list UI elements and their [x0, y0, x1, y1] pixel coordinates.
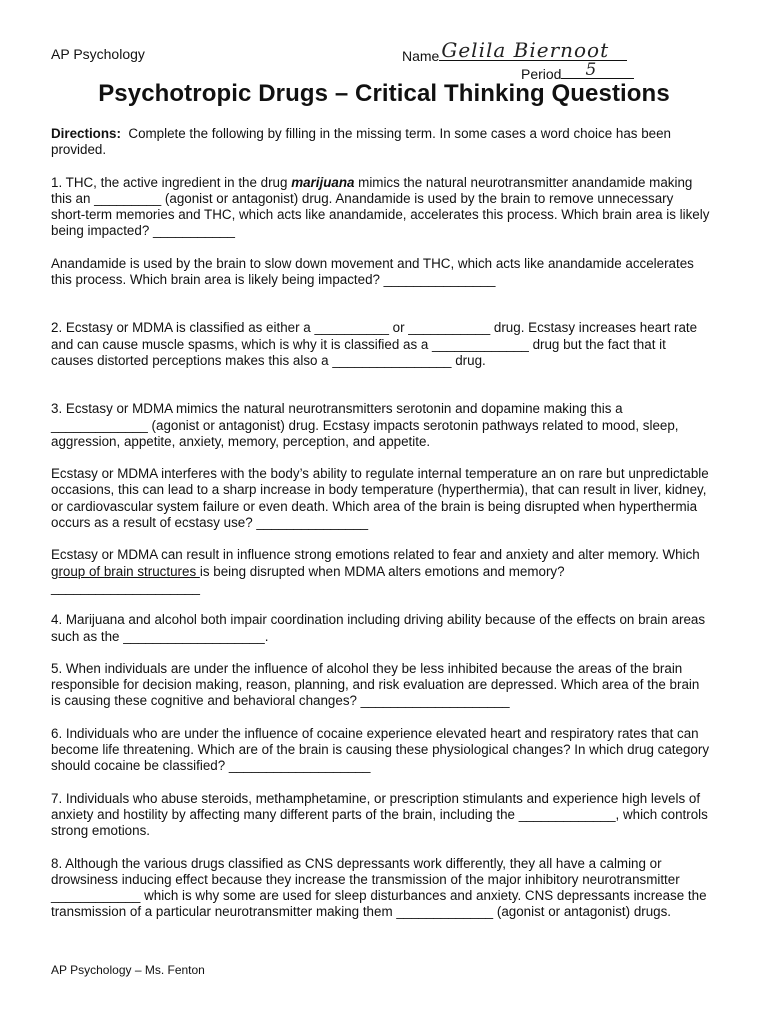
question-3-followup-1: Ecstasy or MDMA interferes with the body’s ability to regulate internal temperature an on rare but unpredictable occasions, this can lead to a sharp increase in body temperature (hyperthermia), that can result in liver, kidney, or cardiovascular system failure or even death. Which area of the brain is being disrupted when hyperthermia occurs as a result of ecstasy use? _______________: [51, 466, 709, 531]
question-1-drug: marijuana: [291, 174, 355, 190]
directions-label: Directions:: [51, 126, 121, 141]
page-footer: AP Psychology – Ms. Fenton: [51, 963, 205, 977]
period-label: Period: [521, 66, 562, 82]
worksheet-body: [51, 126, 711, 921]
course-label: AP Psychology: [51, 46, 145, 62]
question-3-followup-2-text-b: is being disrupted when MDMA alters emotions and memory? ____________________: [51, 563, 565, 595]
question-7: 7. Individuals who abuse steroids, methamphetamine, or prescription stimulants and experience high levels of anxiety and hostility by affecting many different parts of the brain, including the _____________, which controls strong emotions.: [51, 790, 708, 839]
question-5: 5. When individuals are under the influence of alcohol they be less inhibited because the areas of the brain responsible for decision making, reason, planning, and risk evaluation are depressed. Which area of the brain is causing these cognitive and behavioral changes? ____________________: [51, 660, 700, 709]
question-2: 2. Ecstasy or MDMA is classified as either a __________ or ___________ drug. Ecstasy increases heart rate and can cause muscle spasms, which is why it is classified as a _____________ drug but the fact that it causes distorted perceptions makes this also a ________________ drug.: [51, 320, 698, 368]
question-3-followup-2-text-a: Ecstasy or MDMA can result in influence strong emotions related to fear and anxiety and alter memory. Which: [51, 547, 700, 563]
directions-text: Complete the following by filling in the missing term. In some cases a word choice has been provided.: [51, 126, 671, 158]
page-title: Psychotropic Drugs – Critical Thinking Questions: [98, 80, 670, 107]
question-1-followup: Anandamide is used by the brain to slow down movement and THC, which acts like anandamide accelerates this process. Which brain area is likely being impacted? _______________: [51, 255, 694, 288]
question-1-text-a: 1. THC, the active ingredient in the drug: [51, 174, 292, 190]
question-3-underlined-term: group of brain structures: [51, 563, 200, 579]
handwritten-period: 5: [585, 60, 597, 80]
question-8: 8. Although the various drugs classified as CNS depressants work differently, they all have a calming or drowsiness inducing effect because they increase the transmission of the major inhibitory neurotransmitter ____________ which is why some are used for sleep disturbances and anxiety. CNS depressants increase the transmission of a particular neurotransmitter making them _____________ (agonist or antagonist) drugs.: [51, 855, 707, 920]
question-3: 3. Ecstasy or MDMA mimics the natural neurotransmitters serotonin and dopamine making this a _____________ (agonist or antagonist) drug. Ecstasy impacts serotonin pathways related to mood, sleep, aggression, appetite, anxiety, memory, perception, and appetite.: [51, 401, 679, 449]
question-1-text-b: mimics the natural neurotransmitter anandamide making this an _________ (agonist or antagonist) drug. Anandamide is used by the brain to remove unnecessary short-term memories and THC, which acts like anandamide, accelerates this process. Which brain area is likely being impacted? ___________: [51, 174, 710, 239]
question-4: 4. Marijuana and alcohol both impair coordination including driving ability because of the effects on brain areas such as the ___________________.: [51, 612, 706, 644]
name-blank: [439, 38, 627, 62]
question-6: 6. Individuals who are under the influence of cocaine experience elevated heart and respiratory rates that can become life threatening. Which are of the brain is causing these physiological changes? In which drug category should cocaine be classified? ___________________: [51, 725, 710, 774]
handwritten-name: Gelila Biernoot: [441, 38, 610, 62]
period-blank: [561, 60, 634, 80]
question-1: [51, 175, 711, 240]
question-3-followup-2: [51, 547, 711, 596]
directions: [51, 126, 711, 159]
name-label: Name: [402, 48, 440, 64]
